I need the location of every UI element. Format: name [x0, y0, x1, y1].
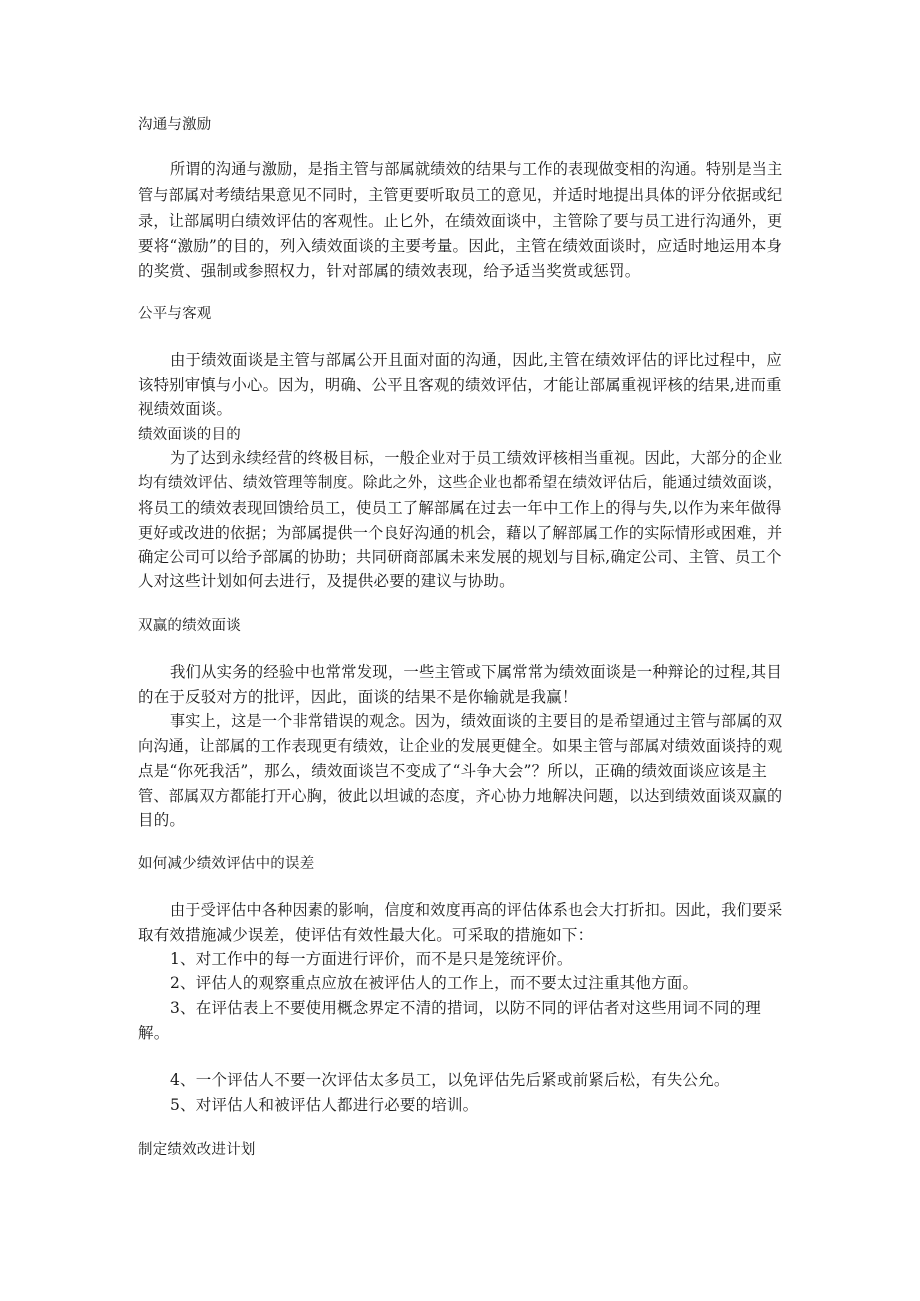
paragraph-line: 取有效措施减少误差，使评估有效性最大化。可采取的措施如下： — [138, 926, 594, 944]
paragraph-line: 均有绩效评估、绩效管理等制度。除此之外，这些企业也都希望在绩效评估后，能通过绩效面谈， — [138, 474, 783, 491]
paragraph-line: 确定公司可以给予部属的协助；共同研商部属未来发展的规划与目标,确定公司、主管、员工个 — [138, 548, 782, 566]
paragraph-line: 向沟通，让部属的工作表现更有绩效，让企业的发展更健全。如果主管与部属对绩效面谈持的观 — [138, 737, 783, 755]
list-item: 1、对工作中的每一方面进行评价，而不是只是笼统评价。 — [170, 950, 573, 968]
section-heading: 绩效面谈的目的 — [138, 427, 241, 443]
paragraph-line: 点是“你死我活”，那么，绩效面谈岂不变成了“斗争大会”？所以，正确的绩效面谈应该是主 — [138, 762, 768, 780]
list-item: 3、在评估表上不要使用概念界定不清的措词，以防不同的评估者对这些用词不同的理 — [170, 999, 761, 1017]
paragraph-line: 为了达到永续经营的终极目标，一般企业对于员工绩效评核相当重视。因此，大部分的企业 — [170, 449, 783, 467]
section-heading: 公平与客观 — [138, 306, 212, 322]
list-item-continuation: 解。 — [138, 1024, 170, 1042]
paragraph-line: 该特别审慎与小心。因为，明确、公平且客观的绩效评估，才能让部属重视评核的结果,进而重 — [138, 376, 782, 394]
paragraph-line: 的奖赏、强制或参照权力，针对部属的绩效表现，给予适当奖赏或惩罚。 — [138, 262, 641, 280]
paragraph-line: 事实上，这是一个非常错误的观念。因为，绩效面谈的主要目的是希望通过主管与部属的双 — [170, 712, 783, 730]
section-heading: 双赢的绩效面谈 — [138, 618, 241, 634]
section-heading: 沟通与激励 — [138, 117, 212, 133]
paragraph-line: 由于绩效面谈是主管与部属公开且面对面的沟通，因此,主管在绩效评估的评比过程中，应 — [170, 351, 782, 369]
paragraph-line: 目的。 — [138, 811, 186, 829]
section-heading: 如何减少绩效评估中的误差 — [138, 856, 315, 872]
paragraph-line: 管与部属对考绩结果意见不同时，主管更要听取员工的意见，并适时地提出具体的评分依据或纪 — [138, 186, 783, 204]
paragraph-line: 我们从实务的经验中也常常发现，一些主管或下属常常为绩效面谈是一种辩论的过程,其目 — [170, 663, 782, 681]
section-heading: 制定绩效改进计划 — [138, 1142, 256, 1158]
list-item: 5、对评估人和被评估人都进行必要的培训。 — [170, 1096, 479, 1114]
paragraph-line: 更好或改进的依据；为部属提供一个良好沟通的机会，藉以了解部属工作的实际情形或困难，并 — [138, 524, 783, 542]
paragraph-line: 视绩效面谈。 — [138, 400, 233, 418]
paragraph-line: 要将“激励”的目的，列入绩效面谈的主要考量。因此，主管在绩效面谈时，应适时地运用本身 — [138, 237, 783, 255]
paragraph-line: 录，让部属明白绩效评估的客观性。止匕外，在绩效面谈中，主管除了要与员工进行沟通外，更 — [138, 212, 783, 230]
paragraph-line: 管、部属双方都能打开心胸，彼此以坦诚的态度，齐心协力地解决问题，以达到绩效面谈双赢的 — [138, 787, 783, 805]
paragraph-line: 将员工的绩效表现回馈给员工，使员工了解部属在过去一年中工作上的得与失,以作为来年做得 — [138, 499, 782, 517]
list-item: 2、评估人的观察重点应放在被评估人的工作上，而不要太过注重其他方面。 — [170, 974, 699, 992]
paragraph-line: 的在于反驳对方的批评，因此，面谈的结果不是你输就是我赢！ — [138, 688, 578, 706]
paragraph-line: 所谓的沟通与激励，是指主管与部属就绩效的结果与工作的表现做变相的沟通。特别是当主 — [170, 160, 783, 178]
paragraph-line: 由于受评估中各种因素的影响，信度和效度再高的评估体系也会大打折扣。因此，我们要采 — [170, 901, 783, 919]
list-item: 4、一个评估人不要一次评估太多员工，以免评估先后紧或前紧后松，有失公允。 — [170, 1071, 730, 1089]
paragraph-line: 人对这些计划如何去进行，及提供必要的建议与协助。 — [138, 572, 515, 590]
